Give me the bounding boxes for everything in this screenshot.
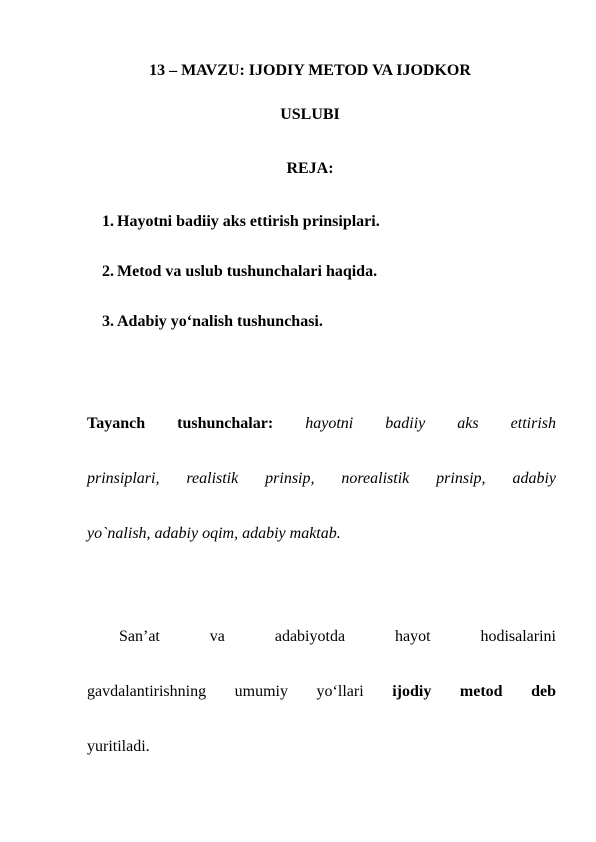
key-concepts-label: Tayanch tushunchalar: — [87, 415, 274, 432]
key-concepts-text: prinsiplari, realistik prinsip, norealistik prinsip, adabiy — [87, 470, 556, 487]
plan-item-number: 2. — [102, 263, 114, 280]
body-emphasis: ijodiy metod deb — [392, 683, 556, 700]
plan-item-number: 1. — [102, 213, 114, 230]
key-concepts-line — [87, 414, 556, 434]
plan-item-text: Adabiy yo‘nalish tushunchasi. — [117, 313, 323, 330]
plan-heading: REJA: — [286, 160, 334, 177]
plan-item — [102, 212, 380, 232]
key-concepts-text: hayotni badiiy aks ettirish — [305, 415, 556, 432]
plan-item — [102, 312, 380, 332]
body-text: gavdalantirishning umumiy yo‘llari — [87, 683, 364, 700]
key-concepts-paragraph — [87, 414, 556, 544]
body-paragraph — [87, 627, 556, 757]
topic-title-line2: USLUBI — [280, 106, 340, 123]
plan-item-text: Metod va uslub tushunchalari haqida. — [117, 263, 378, 280]
plan-item-text: Hayotni badiiy aks ettirish prinsiplari. — [117, 213, 380, 230]
topic-title-line1: 13 – MAVZU: IJODIY METOD VA IJODKOR — [149, 62, 471, 79]
body-text: yuritiladi. — [87, 738, 150, 755]
body-text-line — [87, 682, 556, 702]
key-concepts-text: yo`nalish, adabiy oqim, adabiy maktab. — [87, 525, 341, 542]
plan-list — [102, 212, 380, 362]
plan-item-number: 3. — [102, 313, 114, 330]
body-text: San’at va adabiyotda hayot hodisalarini — [119, 628, 556, 645]
plan-item — [102, 262, 380, 282]
